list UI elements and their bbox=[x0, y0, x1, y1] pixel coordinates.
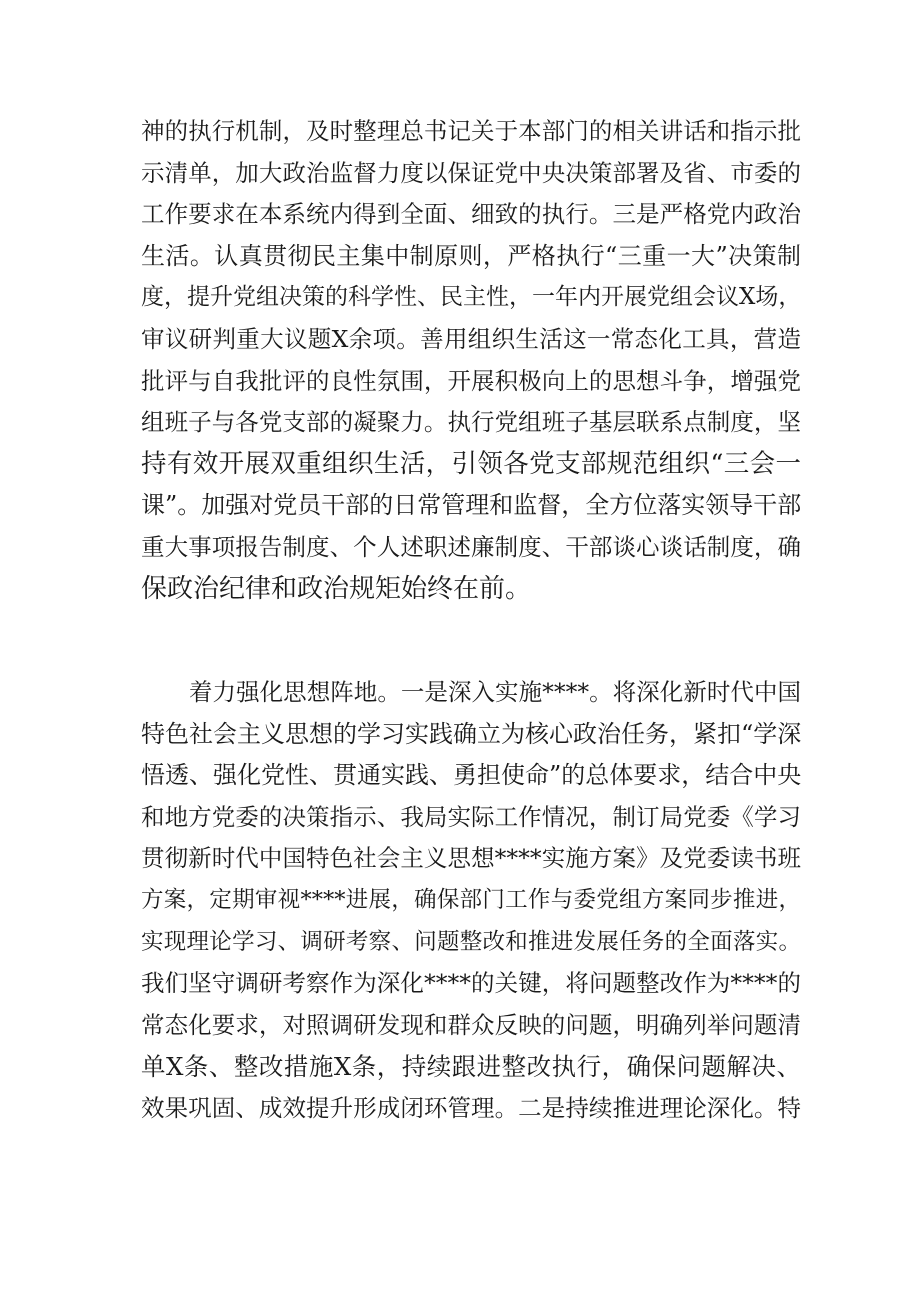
text-line: 课”。加强对党员干部的日常管理和监督，全方位落实领导干部 bbox=[141, 491, 802, 520]
text-line: 持有效开展双重组织生活，引领各党支部规范组织“三会一 bbox=[141, 448, 801, 479]
text-line: 重大事项报告制度、个人述职述廉制度、干部谈心谈话制度，确 bbox=[141, 532, 801, 561]
text-line: 示清单，加大政治监督力度以保证党中央决策部署及省、市委的 bbox=[141, 158, 801, 187]
text-line: 实现理论学习、调研考察、问题整改和推进发展任务的全面落实。 bbox=[141, 928, 801, 955]
text-line: 组班子与各党支部的凝聚力。执行党组班子基层联系点制度，坚 bbox=[141, 408, 801, 437]
text-line: 神的执行机制，及时整理总书记关于本部门的相关讲话和指示批 bbox=[141, 117, 801, 145]
text-line: 保政治纪律和政治规矩始终在前。 bbox=[141, 573, 532, 604]
text-line: 批评与自我批评的良性氛围，开展积极向上的思想斗争，增强党 bbox=[141, 366, 801, 395]
text-line: 生活。认真贯彻民主集中制原则，严格执行“三重一大”决策制 bbox=[141, 241, 801, 270]
text-line: 工作要求在本系统内得到全面、细致的执行。三是严格党内政治 bbox=[141, 200, 801, 229]
text-line: 特色社会主义思想的学习实践确立为核心政治任务，紧扣“学深 bbox=[141, 719, 802, 748]
text-line: 方案，定期审视****进展，确保部门工作与委党组方案同步推进， bbox=[141, 886, 801, 913]
text-line: 审议研判重大议题X余项。善用组织生活这一常态化工具，营造 bbox=[141, 324, 801, 353]
text-line: 贯彻新时代中国特色社会主义思想****实施方案》及党委读书班 bbox=[141, 844, 801, 873]
paragraph-ideological-front bbox=[141, 672, 801, 1130]
text-line: 着力强化思想阵地。一是深入实施****。将深化新时代中国 bbox=[189, 678, 801, 706]
text-line: 单X条、整改措施X条，持续跟进整改执行，确保问题解决、 bbox=[141, 1052, 801, 1082]
text-line: 悟透、强化党性、贯通实践、勇担使命”的总体要求，结合中央 bbox=[141, 761, 802, 790]
text-line: 常态化要求，对照调研发现和群众反映的问题，明确列举问题清 bbox=[141, 1010, 801, 1039]
text-line: 我们坚守调研考察作为深化****的关键，将问题整改作为****的 bbox=[141, 969, 801, 998]
text-line: 度，提升党组决策的科学性、民主性，一年内开展党组会议X场， bbox=[141, 284, 802, 311]
text-line: 效果巩固、成效提升形成闭环管理。二是持续推进理论深化。特 bbox=[141, 1093, 801, 1122]
text-line: 和地方党委的决策指示、我局实际工作情况，制订局党委《学习 bbox=[141, 802, 801, 831]
paragraph-political-life bbox=[141, 111, 801, 610]
